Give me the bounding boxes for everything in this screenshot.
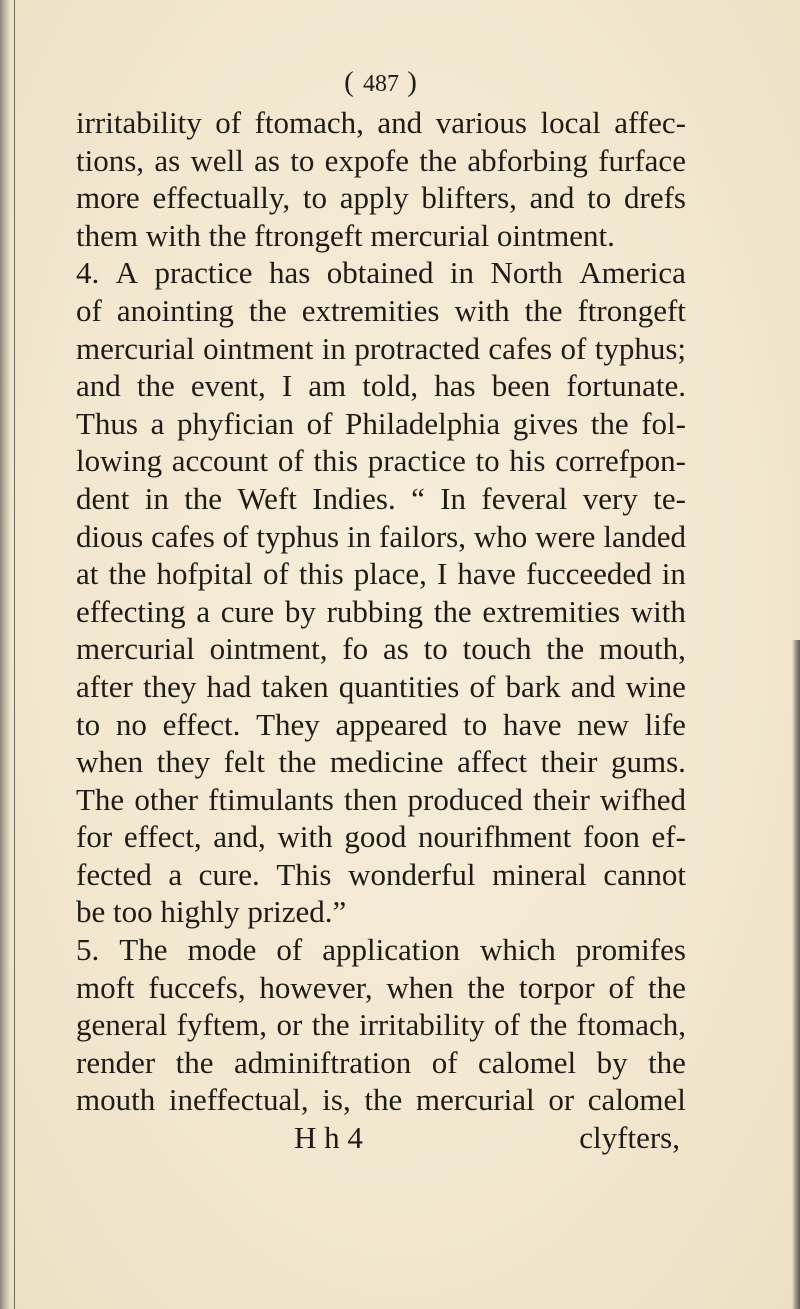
page-right-edge-shadow <box>792 640 800 1309</box>
text-line: of anointing the extremities with the ftrongeft <box>76 292 686 328</box>
text-line: mercurial ointment, fo as to touch the mouth, <box>76 631 686 667</box>
text-line: dent in the Weft Indies. “ In feveral very te- <box>76 480 686 516</box>
header-close-paren: ) <box>407 66 418 98</box>
text-line: moft fuccefs, however, when the torpor of the <box>76 969 686 1005</box>
text-line: mouth ineffectual, is, the mercurial or calomel <box>76 1082 686 1118</box>
text-line: more effectually, to apply blifters, and to drefs <box>76 180 686 216</box>
page-edge-line <box>14 0 15 1309</box>
text-line: for effect, and, with good nourifhment foon ef- <box>76 819 686 855</box>
text-line: lowing account of this practice to his correfpon- <box>76 443 686 479</box>
text-line: effecting a cure by rubbing the extremities with <box>76 593 686 629</box>
text-line: after they had taken quantities of bark and wine <box>76 668 686 704</box>
text-line: Thus a phyfician of Philadelphia gives the fol- <box>76 405 686 441</box>
text-line: The other ftimulants then produced their wifhed <box>76 781 686 817</box>
text-line: irritability of ftomach, and various local affec- <box>76 105 686 140</box>
text-line: 4. A practice has obtained in North America <box>76 255 686 291</box>
page-number: 487 <box>363 71 399 97</box>
body-text <box>76 104 686 1119</box>
text-line: fected a cure. This wonderful mineral cannot <box>76 856 686 892</box>
signature-mark: H h 4 <box>294 1120 363 1156</box>
text-line: them with the ftrongeft mercurial ointment. <box>76 217 615 253</box>
text-line: be too highly prized.” <box>76 894 347 930</box>
text-line: 5. The mode of application which promifes <box>76 932 686 968</box>
page-header <box>76 60 686 104</box>
text-line: general fyftem, or the irritability of the ftomach, <box>76 1007 686 1043</box>
text-line: render the adminiftration of calomel by the <box>76 1044 686 1080</box>
text-line: tions, as well as to expofe the abforbing furface <box>76 142 686 178</box>
catchword: clyfters, <box>579 1120 680 1156</box>
text-line: at the hofpital of this place, I have fucceeded in <box>76 556 686 592</box>
page-footer <box>76 1119 686 1157</box>
text-line: to no effect. They appeared to have new life <box>76 706 686 742</box>
text-line: when they felt the medicine affect their gums. <box>76 744 686 780</box>
text-line: and the event, I am told, has been fortunate. <box>76 368 686 404</box>
text-line: dious cafes of typhus in failors, who were landed <box>76 518 686 554</box>
page-gutter-shadow <box>0 0 10 1309</box>
header-open-paren: ( <box>344 66 355 98</box>
text-line: mercurial ointment in protracted cafes of typhus; <box>76 330 686 366</box>
page-text <box>76 60 686 1157</box>
